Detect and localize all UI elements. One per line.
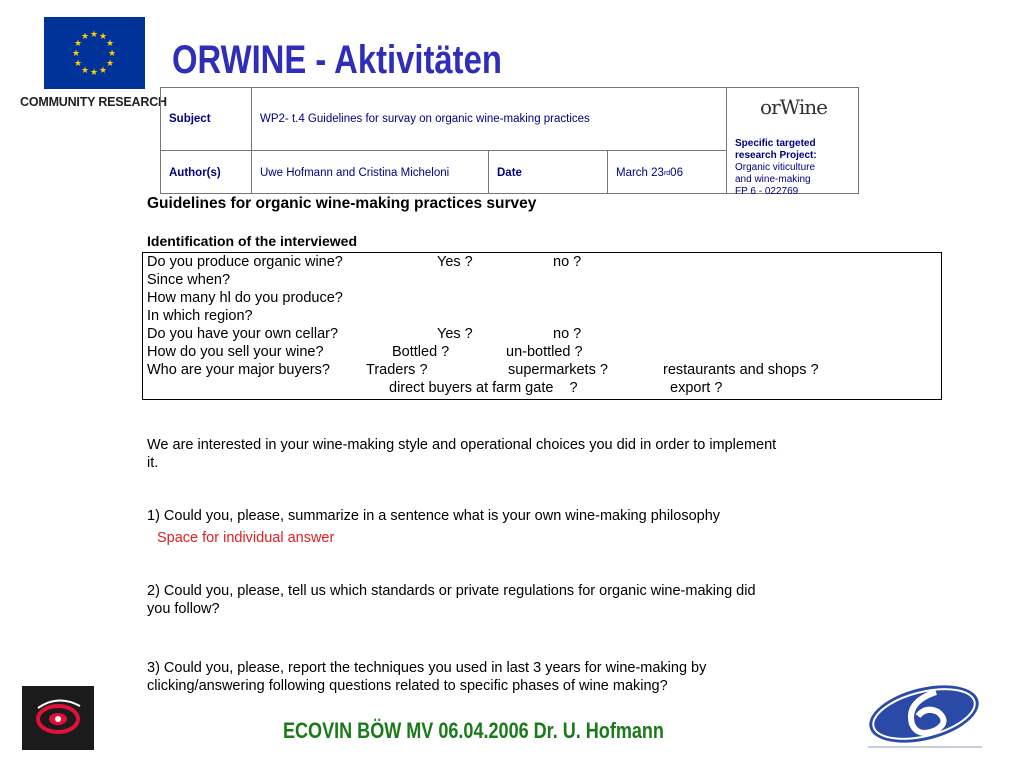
question-organic-no[interactable]: no ? [553,254,582,270]
svg-text:★: ★ [98,31,108,41]
project-line-1: Organic viticulture [735,162,816,173]
eu-stars-icon [44,17,145,89]
author-label: Author(s) [169,167,221,179]
question-cellar-text: Do you have your own cellar? [147,326,339,342]
question-buyers [147,362,819,378]
question-standards-line-1: 2) Could you, please, tell us which standards or private regulations for organic wine-making did [147,583,756,599]
question-techniques-line-2: clicking/answering following questions related to specific phases of wine making? [147,678,668,694]
question-standards-line-2: you follow? [147,601,220,617]
question-cellar [147,326,582,342]
question-hl-produced: How many hl do you produce? [147,290,343,306]
orwine-logo: orWine [760,95,827,119]
svg-text:★: ★ [89,29,99,39]
eu-flag-logo [44,17,145,89]
question-buyers-export[interactable]: export ? [670,380,723,396]
svg-text:★: ★ [73,38,83,48]
svg-text:★: ★ [89,67,99,77]
author-value: Uwe Hofmann and Cristina Micheloni [260,167,450,179]
question-sell [147,344,583,360]
question-buyers-supermarkets[interactable]: supermarkets ? [508,362,608,378]
organization-logo [22,686,94,750]
question-buyers-restaurants[interactable]: restaurants and shops ? [663,362,819,378]
question-cellar-no[interactable]: no ? [553,326,582,342]
svg-text:★: ★ [107,48,117,58]
question-buyers-traders[interactable]: Traders ? [366,362,428,378]
svg-text:★: ★ [73,58,83,68]
document-header-table [160,87,859,197]
question-organic-text: Do you produce organic wine? [147,254,343,270]
question-since-when: Since when? [147,272,231,288]
answer-space[interactable]: Space for individual answer [157,530,335,546]
question-sell-bottled[interactable]: Bottled ? [392,344,450,360]
date-value-suffix: rd [663,169,671,177]
question-cellar-yes[interactable]: Yes ? [437,326,473,342]
project-info-cell [727,88,860,195]
date-value-main: March 23 [616,167,664,179]
question-techniques-line-1: 3) Could you, please, report the techniques you used in last 3 years for wine-making by [147,660,707,676]
svg-text:★: ★ [105,58,115,68]
question-region: In which region? [147,308,253,324]
subject-label: Subject [169,113,211,125]
survey-heading: Guidelines for organic wine-making practices survey [147,195,537,212]
svg-text:★: ★ [71,48,81,58]
question-sell-unbottled[interactable]: un-bottled ? [506,344,583,360]
interviewed-subheading: Identification of the interviewed [147,233,358,249]
question-organic [147,254,582,270]
svg-text:★: ★ [80,31,90,41]
question-organic-yes[interactable]: Yes ? [437,254,473,270]
question-sell-text: How do you sell your wine? [147,344,324,360]
footer-text: ECOVIN BÖW MV 06.04.2006 Dr. U. Hofmann [283,718,664,743]
svg-text:★: ★ [98,65,108,75]
project-line-2: and wine-making [735,174,811,185]
date-value [608,151,726,195]
intro-line-1: We are interested in your wine-making style and operational choices you did in order to implement [147,437,777,453]
svg-text:★: ★ [80,65,90,75]
fp6-swoosh-icon [866,684,984,750]
question-philosophy: 1) Could you, please, summarize in a sentence what is your own wine-making philosophy [147,508,721,524]
fp6-logo [866,684,984,750]
subject-value: WP2- t.4 Guidelines for survay on organic wine-making practices [260,113,590,125]
red-swirl-icon [22,686,94,750]
intro-line-2: it. [147,455,159,471]
community-research-label: COMMUNITY RESEARCH [20,95,167,109]
date-value-year: 06 [670,167,683,179]
page-title: ORWINE - Aktivitäten [172,38,502,82]
question-buyers-direct[interactable]: direct buyers at farm gate ? [389,380,578,396]
date-label: Date [497,167,522,179]
svg-text:★: ★ [105,38,115,48]
project-title: Specific targeted research Project: [735,138,817,161]
project-line-3: FP 6 - 022769 [735,186,799,197]
question-buyers-text: Who are your major buyers? [147,362,330,378]
